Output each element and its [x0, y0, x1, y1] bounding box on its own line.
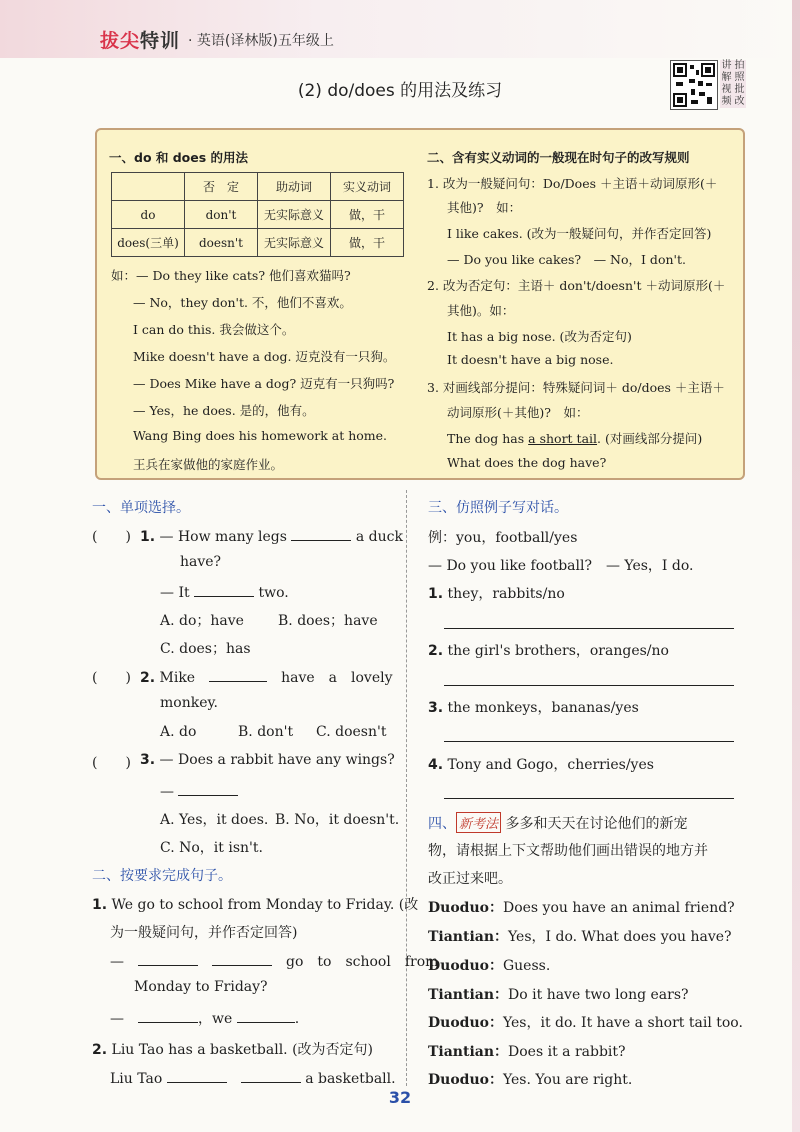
answer-blank[interactable] — [241, 1068, 301, 1083]
q1-stem: 1. — How many legs a duck — [140, 526, 403, 545]
table-cell: don't — [185, 201, 258, 229]
rule-line: It doesn't have a big nose. — [447, 352, 614, 367]
example-line: — Does Mike have a dog? 迈克有一只狗吗? — [133, 376, 395, 391]
example-line: 王兵在家做他的家庭作业。 — [133, 457, 284, 472]
answer-line[interactable] — [444, 685, 734, 686]
rule-line: 1. 改为一般疑问句：Do/Does ＋主语＋动词原形(＋ — [427, 176, 718, 191]
part3-title: 三、仿照例子写对话。 — [428, 500, 568, 516]
part3-item: 4. Tony and Gogo，cherries/yes — [428, 757, 654, 773]
dialogue-line[interactable]: Duoduo：Does you have an animal friend? — [428, 900, 735, 916]
rule-line: — Do you like cakes? — No，I don't. — [447, 252, 686, 267]
answer-blank[interactable] — [167, 1068, 227, 1083]
part3-example-answer: — Do you like football? — Yes，I do. — [428, 558, 694, 574]
column-divider — [406, 490, 407, 1086]
p2-q1-line5: — ，we . — [110, 1008, 299, 1028]
q1-response: — It two. — [160, 582, 289, 601]
q1-option-b[interactable]: B. does；have — [278, 613, 378, 629]
page-edge-decoration — [792, 0, 800, 1132]
do-does-usage-title: 一、do 和 does 的用法 — [109, 150, 249, 165]
answer-blank[interactable] — [138, 1008, 198, 1023]
dialogue-line[interactable]: Duoduo：Yes，it do. It have a short tail too. — [428, 1015, 743, 1031]
rule-line: What does the dog have? — [447, 455, 607, 470]
rule-line-underline-example: The dog has a short tail. (对画线部分提问) — [447, 431, 703, 446]
table-row — [112, 229, 404, 257]
q2-stem-cont: monkey. — [160, 695, 218, 711]
q3-option-b[interactable]: B. No，it doesn't. — [275, 812, 400, 828]
example-line: Mike doesn't have a dog. 迈克没有一只狗。 — [133, 349, 396, 364]
table-cell: 无实际意义 — [258, 229, 331, 257]
q2-option-b[interactable]: B. don't — [238, 724, 294, 740]
answer-blank[interactable] — [291, 526, 351, 541]
rule-line: 其他)。如： — [447, 303, 515, 318]
rule-line: 2. 改为否定句：主语＋ don't/doesn't ＋动词原形(＋ — [427, 278, 726, 293]
q3-option-c[interactable]: C. No，it isn't. — [160, 840, 263, 856]
dialogue-line[interactable]: Tiantian：Do it have two long ears? — [428, 987, 689, 1003]
table-cell — [112, 173, 185, 201]
section-title: (2) do/does 的用法及练习 — [297, 81, 503, 101]
example-line: I can do this. 我会做这个。 — [133, 322, 295, 337]
example-line: — Yes，he does. 是的，他有。 — [133, 403, 315, 418]
part3-item: 3. the monkeys，bananas/yes — [428, 700, 639, 716]
answer-line[interactable] — [444, 741, 734, 742]
part1-title: 一、单项选择。 — [92, 500, 190, 516]
grammar-rule-box — [95, 128, 745, 480]
q1-option-a[interactable]: A. do；have — [160, 613, 244, 629]
table-cell: doesn't — [185, 229, 258, 257]
answer-blank[interactable] — [212, 951, 272, 966]
answer-line[interactable] — [444, 798, 734, 799]
table-row — [112, 201, 404, 229]
rule-line: 动词原形(＋其他)? 如： — [447, 405, 589, 420]
p2-q1-line4: Monday to Friday? — [134, 979, 268, 995]
p2-q1-line1: 1. We go to school from Monday to Friday. (改 — [92, 897, 419, 913]
part3-item: 2. the girl's brothers，oranges/no — [428, 643, 669, 659]
dialogue-line[interactable]: Duoduo：Yes. You are right. — [428, 1072, 633, 1088]
q2-paren[interactable]: ( ) — [92, 670, 131, 686]
q1-option-c[interactable]: C. does；has — [160, 641, 251, 657]
answer-blank[interactable] — [237, 1008, 295, 1023]
qr-code[interactable] — [670, 60, 718, 110]
q2-option-c[interactable]: C. doesn't — [316, 724, 387, 740]
q3-response: — — [160, 781, 238, 800]
rule-line: 其他)? 如： — [447, 200, 522, 215]
answer-blank[interactable] — [178, 781, 238, 796]
part2-title: 二、按要求完成句子。 — [92, 868, 232, 884]
part4-title-cont: 改正过来吧。 — [428, 871, 512, 887]
p2-q1-line3: — go to school from — [110, 951, 438, 971]
brand-logo: 拔尖特训 — [100, 30, 181, 52]
q3-option-a[interactable]: A. Yes，it does. — [160, 812, 269, 828]
p2-q2-line1: 2. Liu Tao has a basketball. (改为否定句) — [92, 1042, 374, 1058]
table-cell: 实义动词 — [331, 173, 404, 201]
answer-blank[interactable] — [194, 582, 254, 597]
example-line: Wang Bing does his homework at home. — [133, 428, 388, 443]
part4-title: 四、 新考法 多多和天天在讨论他们的新宠 — [428, 812, 687, 833]
rule-line: I like cakes. (改为一般疑问句，并作否定回答) — [447, 226, 712, 241]
example-line: — No，they don't. 不，他们不喜欢。 — [133, 295, 352, 310]
answer-blank[interactable] — [138, 951, 198, 966]
book-subtitle: · 英语(译林版)五年级上 — [188, 33, 334, 49]
table-cell: does(三单) — [112, 229, 185, 257]
table-cell: 无实际意义 — [258, 201, 331, 229]
rule-line: It has a big nose. (改为否定句) — [447, 329, 632, 344]
rewrite-rules-title: 二、含有实义动词的一般现在时句子的改写规则 — [427, 150, 690, 165]
table-cell: do — [112, 201, 185, 229]
table-cell: 做，干 — [331, 229, 404, 257]
answer-blank[interactable] — [209, 667, 267, 682]
dialogue-line[interactable]: Tiantian：Does it a rabbit? — [428, 1044, 626, 1060]
part4-title-cont: 物，请根据上下文帮助他们画出错误的地方并 — [428, 843, 708, 859]
qr-labels: 讲 拍 解 照 视 批 频 改 — [721, 60, 745, 107]
new-method-tag: 新考法 — [456, 812, 501, 833]
table-cell: 助动词 — [258, 173, 331, 201]
example-line: 如：— Do they like cats? 他们喜欢猫吗? — [111, 268, 351, 283]
table-cell: 做，干 — [331, 201, 404, 229]
q2-option-a[interactable]: A. do — [160, 724, 197, 740]
table-row — [112, 173, 404, 201]
part3-example: 例：you，football/yes — [428, 530, 578, 546]
q2-stem: 2. Mike have a lovely — [140, 667, 393, 687]
table-cell: 否 定 — [185, 173, 258, 201]
q3-stem: 3. — Does a rabbit have any wings? — [140, 752, 395, 768]
q1-stem-cont: have? — [180, 554, 222, 570]
p2-q1-line2: 为一般疑问句，并作否定回答) — [110, 925, 298, 941]
page-number: 32 — [388, 1088, 412, 1107]
rule-line: 3. 对画线部分提问：特殊疑问词＋ do/does ＋主语＋ — [427, 380, 725, 395]
dialogue-line[interactable]: Tiantian：Yes，I do. What does you have? — [428, 929, 732, 945]
p2-q2-line2: Liu Tao a basketball. — [110, 1068, 396, 1088]
q3-paren[interactable]: ( ) — [92, 755, 131, 771]
dialogue-line[interactable]: Duoduo：Guess. — [428, 958, 551, 974]
q1-paren[interactable]: ( ) — [92, 529, 131, 545]
usage-table — [111, 172, 404, 257]
answer-line[interactable] — [444, 628, 734, 629]
part3-item: 1. they，rabbits/no — [428, 586, 565, 602]
